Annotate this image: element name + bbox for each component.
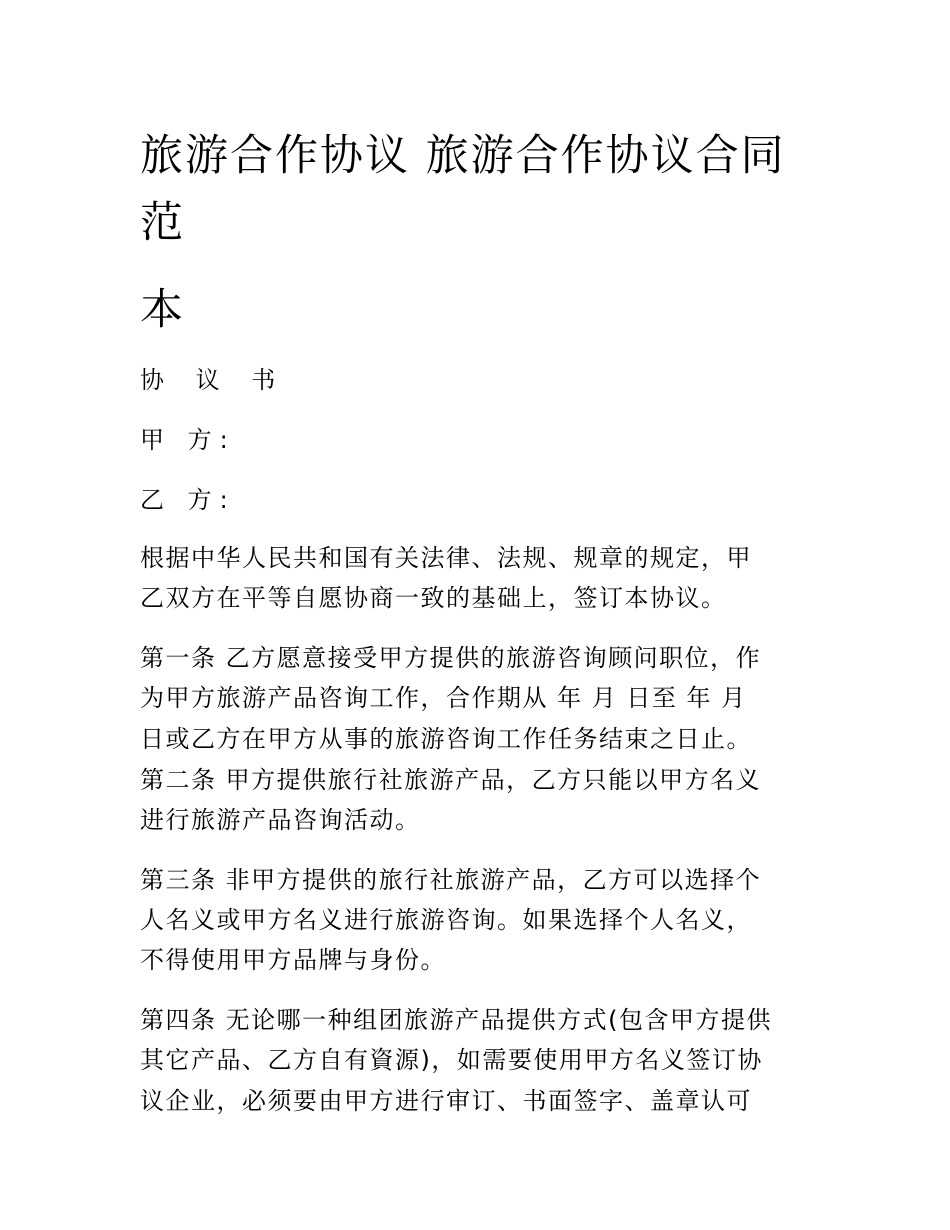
article-4-line-1: 第四条 无论哪一种组团旅游产品提供方式(包含甲方提供: [140, 1006, 772, 1034]
article-3-line-2: 人名义或甲方名义进行旅游咨询。如果选择个人名义，: [140, 906, 752, 934]
article-4-line-2: 其它产品、乙方自有資源)，如需要使用甲方名义签订协: [140, 1046, 763, 1074]
article-3-line-1: 第三条 非甲方提供的旅行社旅游产品，乙方可以选择个: [140, 866, 762, 894]
party-a-label: 甲 方:: [140, 426, 236, 454]
article-2-line-1: 第二条 甲方提供旅行社旅游产品，乙方只能以甲方名义: [140, 766, 762, 794]
party-b-label: 乙 方:: [140, 486, 236, 514]
document-title-line-2: 范: [140, 198, 185, 248]
agreement-heading: 协 议 书: [140, 366, 288, 394]
document-title-line-3: 本: [140, 285, 185, 335]
article-1-line-1: 第一条 乙方愿意接受甲方提供的旅游咨询顾问职位，作: [140, 644, 762, 672]
article-1-line-2: 为甲方旅游产品咨询工作，合作期从 年 月 日至 年 月: [140, 684, 747, 712]
article-2-line-2: 进行旅游产品咨询活动。: [140, 806, 421, 834]
intro-line-2: 乙双方在平等自愿协商一致的基础上，签订本协议。: [140, 584, 727, 612]
article-1-line-3: 日或乙方在甲方从事的旅游咨询工作任务结束之日止。: [140, 725, 752, 753]
document-title-line-1: 旅游合作协议 旅游合作协议合同: [140, 131, 786, 181]
intro-line-1: 根据中华人民共和国有关法律、法规、规章的规定，甲: [140, 544, 752, 572]
article-4-line-3: 议企业，必须要由甲方进行审订、书面签字、盖章认可: [140, 1087, 752, 1115]
article-3-line-3: 不得使用甲方品牌与身份。: [140, 946, 446, 974]
